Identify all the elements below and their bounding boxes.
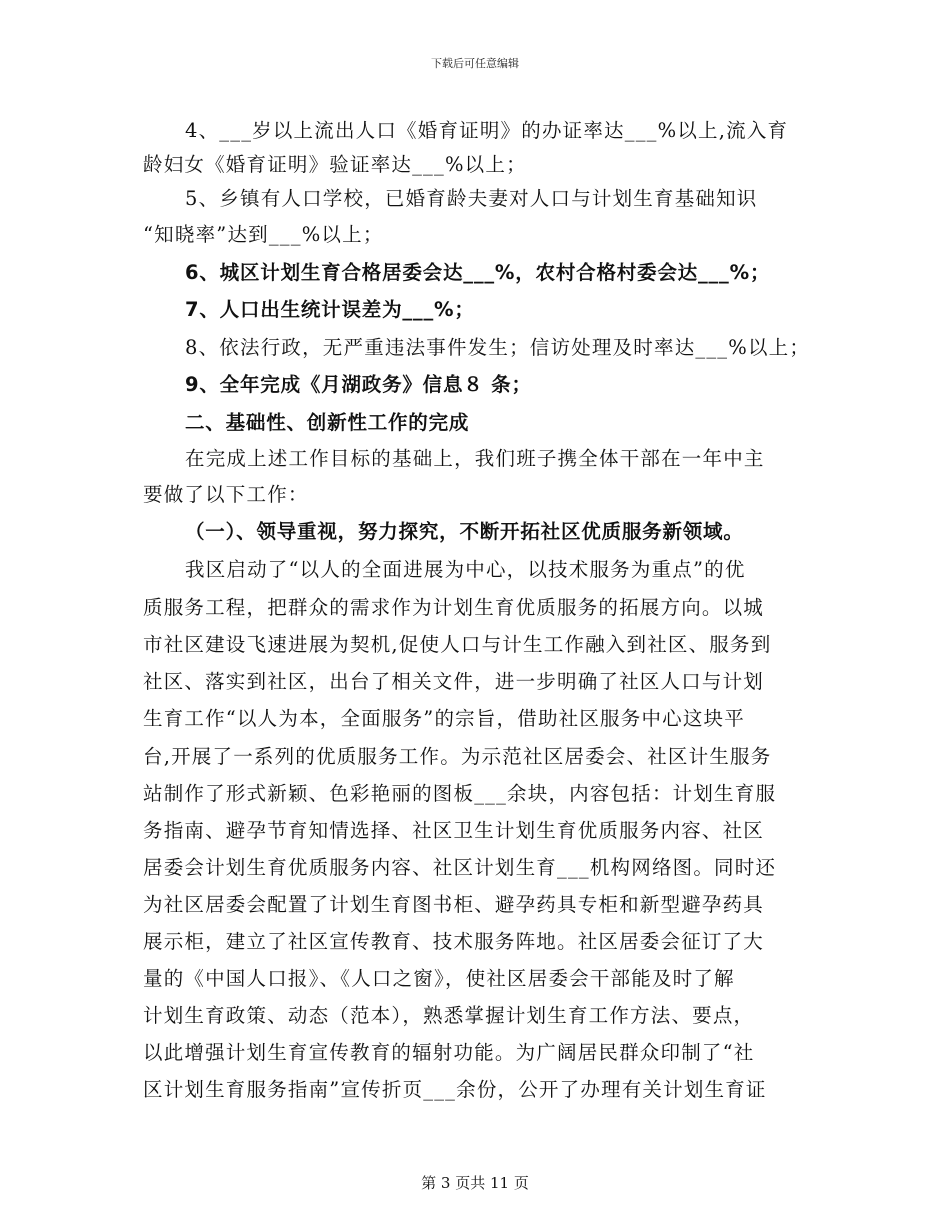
text-line: 质服务工程，把群众的需求作为计划生育优质服务的拓展方向。以城	[143, 596, 765, 619]
bold-text-line: 二、基础性、创新性工作的完成	[185, 411, 470, 434]
bold-text-line: 9、全年完成《月湖政务》信息８ 条；	[185, 373, 532, 396]
bold-text-line: 7、人口出生统计误差为___%；	[185, 298, 475, 321]
page-header: 下载后可任意编辑	[431, 57, 519, 70]
text-line: 在完成上述工作目标的基础上，我们班子携全体干部在一年中主	[185, 447, 765, 470]
text-line: 以此增强计划生育宣传教育的辐射功能。为广阔居民群众印制了“社	[143, 1041, 755, 1064]
text-line: 要做了以下工作：	[143, 483, 309, 506]
text-line: 区计划生育服务指南”宣传折页___余份，公开了办理有关计划生育证	[143, 1078, 767, 1101]
bold-text-line: 6、城区计划生育合格居委会达___%，农村合格村委会达___%；	[185, 261, 771, 284]
text-line: 居委会计划生育优质服务内容、社区计划生育___机构网络图。同时还	[143, 856, 777, 879]
text-line: 社区、落实到社区，出台了相关文件，进一步明确了社区人口与计划	[143, 670, 765, 693]
text-line: 4、___岁以上流出人口《婚育证明》的办证率达___%以上,流入育	[185, 119, 789, 142]
page-footer: 第 3 页共 11 页	[421, 1174, 529, 1192]
text-line: “知晓率”达到___%以上；	[143, 223, 384, 246]
text-line: 展示柜，建立了社区宣传教育、技术服务阵地。社区居委会征订了大	[143, 930, 765, 953]
text-line: 台,开展了一系列的优质服务工作。为示范社区居委会、社区计生服务	[143, 745, 772, 768]
bold-text-line: （一）、领导重视，努力探究，不断开拓社区优质服务新领域。	[185, 520, 744, 543]
text-line: 5、乡镇有人口学校，已婚育龄夫妻对人口与计划生育基础知识	[185, 187, 758, 210]
text-line: 量的《中国人口报》、《人口之窗》，使社区居委会干部能及时了解	[143, 967, 735, 990]
text-line: 计划生育政策、动态（范本），熟悉掌握计划生育工作方法、要点，	[143, 1004, 755, 1027]
text-line: 站制作了形式新颖、色彩艳丽的图板___余块，内容包括：计划生育服	[143, 782, 777, 805]
text-line: 市社区建设飞速进展为契机,促使人口与计生工作融入到社区、服务到	[143, 633, 772, 656]
text-line: 我区启动了“以人的全面进展为中心，以技术服务为重点”的优	[185, 558, 746, 581]
text-line: 8、依法行政，无严重违法事件发生；信访处理及时率达___%以上；	[185, 336, 811, 359]
text-line: 龄妇女《婚育证明》验证率达___%以上；	[143, 153, 527, 176]
text-line: 务指南、避孕节育知情选择、社区卫生计划生育优质服务内容、社区	[143, 819, 765, 842]
text-line: 为社区居委会配置了计划生育图书柜、避孕药具专柜和新型避孕药具	[143, 893, 765, 916]
text-line: 生育工作“以人为本，全面服务”的宗旨，借助社区服务中心这块平	[143, 707, 745, 730]
